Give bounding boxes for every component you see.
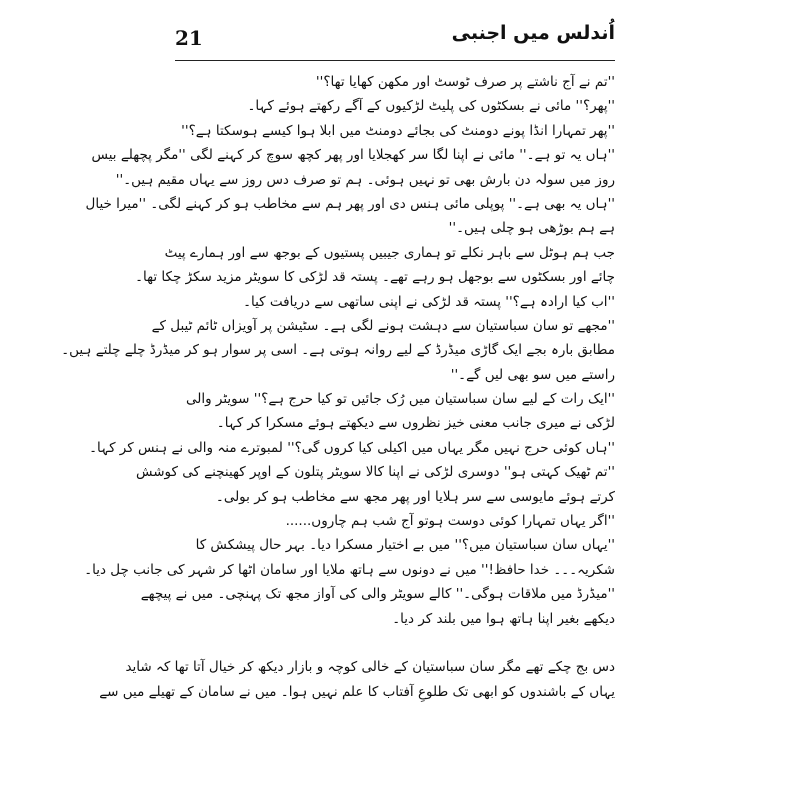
page-header	[175, 22, 615, 62]
text-line: کرتے ہوئے مایوسی سے سر ہلایا اور پھر مجھ سے مخاطب ہو کر بولی۔	[215, 488, 615, 505]
text-line: ''ہاں یہ بھی ہے۔'' پوپلی مائی ہنس دی اور پھر ہم سے مخاطب ہو کر کہنے لگی۔ ''میرا خیال	[85, 195, 615, 212]
text-line: ''پھر؟'' مائی نے بسکٹوں کی پلیٹ لڑکیوں کے آگے رکھتے ہوئے کہا۔	[247, 98, 615, 115]
text-line: ''اب کیا ارادہ ہے؟'' پستہ قد لڑکی نے اپنی ساتھی سے دریافت کیا۔	[243, 293, 615, 310]
text-line: یہاں کے باشندوں کو ابھی تک طلوعِ آفتاب کا علم نہیں ہوا۔ میں نے سامان کے تھیلے میں سے	[99, 683, 615, 700]
text-line: ''ہاں یہ تو ہے۔'' مائی نے اپنا لگا سر کھجلایا اور پھر کچھ سوچ کر کہنے لگی ''مگر پچھلے بیس	[91, 147, 615, 164]
text-line: جب ہم ہوٹل سے باہر نکلے تو ہماری جیبیں پستیوں کے بوجھ سے اور ہمارے پیٹ	[164, 244, 615, 261]
paragraph-break	[175, 631, 615, 655]
body-text	[61, 70, 615, 704]
text-line: چائے اور بسکٹوں سے بوجھل ہو رہے تھے۔ پستہ قد لڑکی کا سویٹر مزید سکڑ چکا تھا۔	[135, 269, 615, 286]
text-line: ''پھر تمہارا انڈا پونے دومنٹ کی بجائے دومنٹ میں ابلا ہوا کیسے ہوسکتا ہے؟''	[181, 122, 615, 139]
page-number: 21	[175, 26, 203, 50]
text-line: مطابق بارہ بجے ایک گاڑی میڈرڈ کے لیے روانہ ہوتی ہے۔ اسی پر سوار ہو کر میڈرڈ چلے چلتے ہیں۔	[61, 342, 615, 359]
text-line: ''میڈرڈ میں ملاقات ہوگی۔'' کالے سویٹر والی کی آواز مجھ تک پہنچی۔ میں نے پیچھے	[140, 586, 615, 603]
text-line: شکریہ۔۔۔ خدا حافظ!'' میں نے دونوں سے ہاتھ ملایا اور سامان اٹھا کر شہر کی جانب چل دیا۔	[84, 561, 615, 578]
running-title: اُندلس میں اجنبی	[451, 22, 615, 44]
text-line: راستے میں سو بھی لیں گے۔''	[450, 366, 615, 383]
text-line: ''تم ٹھیک کہتی ہو'' دوسری لڑکی نے اپنا کالا سویٹر پتلون کے اوپر کھینچنے کی کوشش	[135, 464, 615, 481]
text-line: ''تم نے آج ناشتے پر صرف ٹوسٹ اور مکھن کھایا تھا؟''	[315, 74, 615, 90]
text-line: لڑکی نے میری جانب معنی خیز نظروں سے دیکھتے ہوئے مسکرا کر کہا۔	[216, 415, 615, 432]
text-line: ''اگر یہاں تمہارا کوئی دوست ہوتو آج شب ہم چاروں......	[285, 513, 615, 530]
text-line: ''ایک رات کے لیے سان سباستیان میں رُک جائیں تو کیا حرج ہے؟'' سویٹر والی	[185, 391, 615, 408]
text-line: دیکھے بغیر اپنا ہاتھ ہوا میں بلند کر دیا۔	[392, 610, 615, 627]
text-line: ''ہاں کوئی حرج نہیں مگر یہاں میں اکیلی کیا کروں گی؟'' لمبوترے منہ والی نے ہنس کر کہا۔	[89, 439, 615, 456]
text-line: ''مجھے تو سان سباستیان سے دہشت ہونے لگی ہے۔ سٹیشن پر آویزاں ٹائم ٹیبل کے	[151, 317, 615, 334]
header-rule	[175, 60, 615, 61]
text-line: روز میں سولہ دن بارش بھی تو نہیں ہوئی۔ ہم تو صرف دس روز سے یہاں مقیم ہیں۔''	[115, 171, 615, 188]
text-line: ہے ہم بوڑھی ہو چلی ہیں۔''	[448, 220, 615, 237]
text-line: دس بج چکے تھے مگر سان سباستیان کے خالی کوچہ و بازار دیکھ کر خیال آتا تھا کہ شاید	[125, 659, 615, 676]
text-line: ''یہاں سان سباستیان میں؟'' میں بے اختیار مسکرا دیا۔ بہر حال پیشکش کا	[195, 537, 615, 554]
